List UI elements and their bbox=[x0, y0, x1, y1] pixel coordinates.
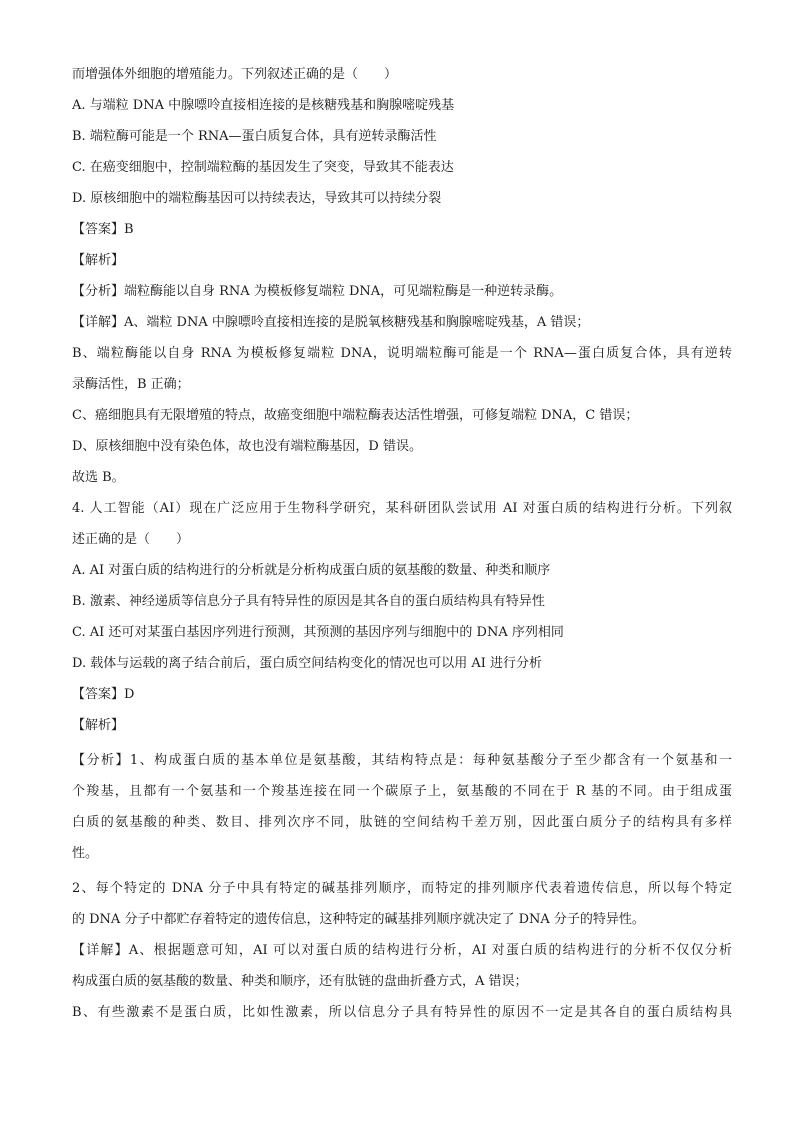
q4-detail-a: 【详解】A、根据题意可知，AI 可以对蛋白质的结构进行分析，AI 对蛋白质的结构进行的分析不仅仅分析 bbox=[72, 943, 732, 958]
q4-analysis-2: 2、每个特定的 DNA 分子中具有特定的碱基排列顺序，而特定的排列顺序代表着遗传信息，所以每个特定 bbox=[72, 881, 732, 896]
analysis-heading: 【解析】 bbox=[72, 253, 125, 268]
option-a: A. 与端粒 DNA 中腺嘌呤直接相连接的是核糖残基和胸腺嘧啶残基 bbox=[72, 98, 455, 113]
q4-option-a: A. AI 对蛋白质的结构进行的分析就是分析构成蛋白质的氨基酸的数量、种类和顺序 bbox=[72, 563, 551, 578]
q4-option-c: C. AI 还可对某蛋白基因序列进行预测，其预测的基因序列与细胞中的 DNA 序列相同 bbox=[72, 625, 564, 640]
choice-line: 故选 B。 bbox=[72, 470, 125, 485]
q4-analysis-2-cont: 的 DNA 分子中都贮存着特定的遗传信息，这种特定的碱基排列顺序就决定了 DNA 分子的特异性。 bbox=[72, 912, 645, 927]
detail-c: C、癌细胞具有无限增殖的特点，故癌变细胞中端粒酶表达活性增强，可修复端粒 DNA，C 错误； bbox=[72, 408, 639, 423]
detail-b: B、端粒酶能以自身 RNA 为模板修复端粒 DNA，说明端粒酶可能是一个 RNA—蛋白质复合体，具有逆转 bbox=[72, 346, 732, 361]
q4-option-b: B. 激素、神经递质等信息分子具有特异性的原因是其各自的蛋白质结构具有特异性 bbox=[72, 594, 545, 609]
q4-analysis-1-cont: 个羧基，且都有一个氨基和一个羧基连接在同一个碳原子上，氨基酸的不同在于 R 基的不同。由于组成蛋 bbox=[72, 784, 732, 799]
analysis-summary: 【分析】端粒酶能以自身 RNA 为模板修复端粒 DNA，可见端粒酶是一种逆转录酶。 bbox=[72, 284, 563, 299]
option-b: B. 端粒酶可能是一个 RNA—蛋白质复合体，具有逆转录酶活性 bbox=[72, 129, 437, 144]
question-4-stem: 4. 人工智能（AI）现在广泛应用于生物科学研究，某科研团队尝试用 AI 对蛋白质的结构进行分析。下列叙 bbox=[72, 501, 732, 516]
q4-detail-b: B、有些激素不是蛋白质，比如性激素，所以信息分子具有特异性的原因不一定是其各自的蛋白质结构具 bbox=[72, 1005, 732, 1020]
q4-option-d: D. 载体与运载的离子结合前后，蛋白质空间结构变化的情况也可以用 AI 进行分析 bbox=[72, 656, 543, 671]
q4-answer-label: 【答案】D bbox=[72, 687, 135, 702]
q4-analysis-1: 【分析】1、构成蛋白质的基本单位是氨基酸，其结构特点是：每种氨基酸分子至少都含有一个氨基和一 bbox=[72, 753, 732, 768]
q4-analysis-heading: 【解析】 bbox=[72, 718, 125, 733]
question-stem-continuation: 而增强体外细胞的增殖能力。下列叙述正确的是（ ） bbox=[72, 67, 398, 82]
detail-a: 【详解】A、端粒 DNA 中腺嘌呤直接相连接的是脱氧核糖残基和胸腺嘧啶残基，A 错误； bbox=[72, 315, 590, 330]
option-c: C. 在癌变细胞中，控制端粒酶的基因发生了突变，导致其不能表达 bbox=[72, 160, 454, 175]
q4-analysis-1-cont2: 白质的氨基酸的种类、数目、排列次序不同，肽链的空间结构千差万别，因此蛋白质分子的结构具有多样 bbox=[72, 815, 732, 830]
question-4-stem-cont: 述正确的是（ ） bbox=[72, 532, 190, 547]
q4-detail-a-cont: 构成蛋白质的氨基酸的数量、种类和顺序，还有肽链的盘曲折叠方式，A 错误； bbox=[72, 974, 528, 989]
detail-d: D、原核细胞中没有染色体，故也没有端粒酶基因，D 错误。 bbox=[72, 439, 422, 454]
answer-label: 【答案】B bbox=[72, 222, 134, 237]
detail-b-cont: 录酶活性，B 正确； bbox=[72, 377, 190, 392]
q4-analysis-1-end: 性。 bbox=[72, 846, 99, 861]
option-d: D. 原核细胞中的端粒酶基因可以持续表达，导致其可以持续分裂 bbox=[72, 191, 442, 206]
